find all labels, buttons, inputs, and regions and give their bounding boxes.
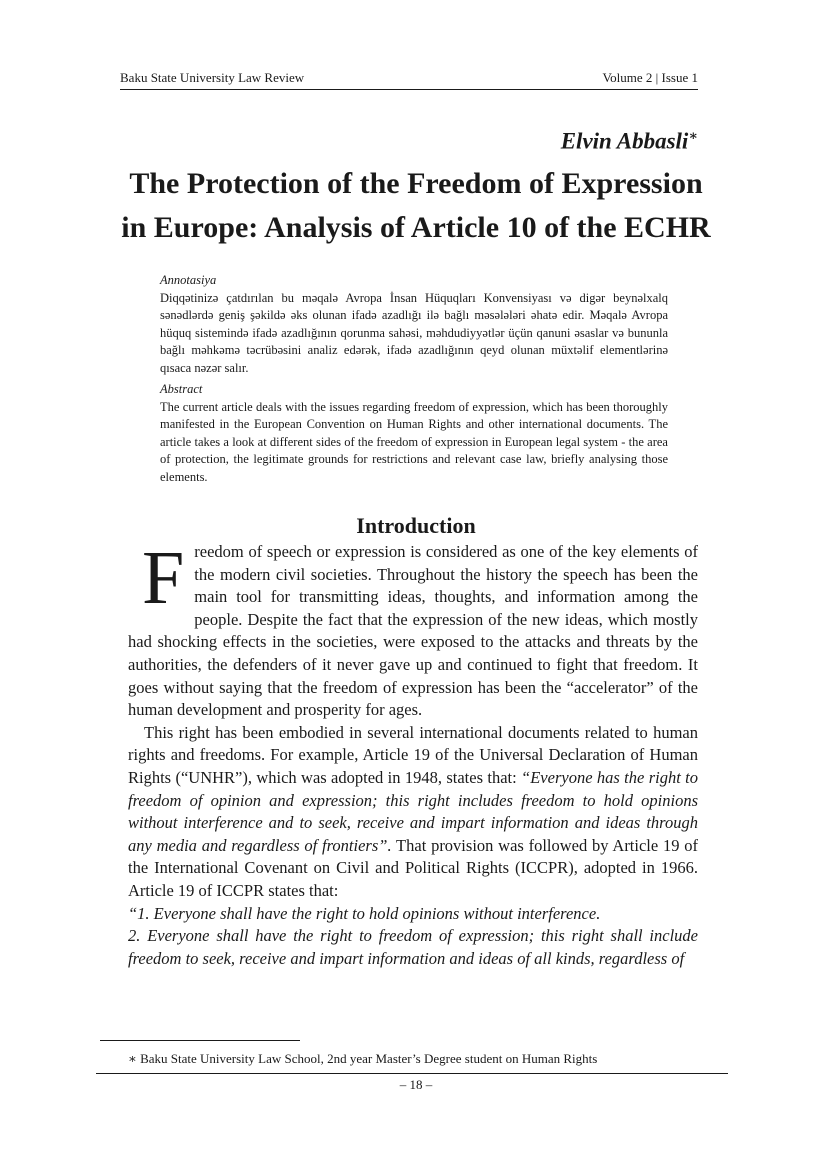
page-number: – 18 – — [399, 1077, 433, 1092]
footnote-text: Baku State University Law School, 2nd year Master’s Degree student on Human Rights — [140, 1051, 598, 1066]
article-title — [100, 162, 732, 250]
annotasiya-text: Diqqətinizə çatdırılan bu məqalə Avropa İnsan Hüquqları Konvensiyası və digər beynəlxalq sənədlərdə geniş şəkildə əks olunan ifadə azadlığı ilə bağlı məsələləri əhatə edir. Məqalə Avropa hüquq sistemində ifadə azadlığının qorunma sahəsi, məhdudiyyətlər üçün qanuni əsaslar və bununla bağlı məhkəmə təcrübəsini analiz edərək, ifadə azadlığının qeyd olunan müxtəlif elementlərinə qısaca nəzər salır. — [160, 290, 668, 375]
para2-start: This right has been embodied in several international documents related to human rights and freedoms. For example, Article 19 of the Universal Declaration of Human Rights (“UNHR”), which was adopted in 1948, states that: — [128, 722, 698, 787]
intro-paragraph-2 — [128, 722, 698, 903]
iccpr-quote-1: “1. Everyone shall have the right to hold opinions without interference. — [128, 903, 601, 923]
drop-cap: F — [142, 536, 185, 620]
footnote-divider — [100, 1040, 300, 1041]
intro-paragraph-1 — [128, 536, 698, 722]
title-line-1: The Protection of the Freedom of Expression — [129, 167, 703, 200]
udhr-quote: “Everyone has the right to freedom of opinion and expression; this right includes freedom to hold opinions without interference and to seek, receive and impart information and ideas through any media and regardless of frontiers”. — [128, 767, 698, 855]
introduction-heading: Introduction — [356, 513, 476, 538]
iccpr-quote-2: 2. Everyone shall have the right to freedom of expression; this right shall include freedom to seek, receive and impart information and ideas of all kinds, regardless of — [128, 926, 698, 968]
abstract-label: Abstract — [160, 382, 203, 396]
footer-divider — [96, 1073, 728, 1074]
footnote — [128, 1051, 597, 1067]
running-header — [120, 70, 698, 90]
title-line-2: in Europe: Analysis of Article 10 of the ECHR — [121, 211, 711, 244]
annotasiya-label: Annotasiya — [160, 273, 217, 287]
author-name — [561, 128, 698, 155]
para2-end: That provision was followed by Article 19 of the International Covenant on Civil and Political Rights (ICCPR), adopted in 1966. Article 19 of ICCPR states that: — [128, 835, 699, 900]
abstract-text: The current article deals with the issues regarding freedom of expression, which has been thoroughly manifested in the European Convention on Human Rights and other international documents. The article takes a look at different sides of the freedom of expression in European legal system - the area of protection, the legitimate grounds for restrictions and relevant case law, briefly analysing those elements. — [160, 399, 668, 484]
article-body — [128, 536, 699, 970]
footnote-marker: ∗ — [128, 1051, 137, 1066]
author-footnote-marker[interactable]: ∗ — [688, 129, 698, 144]
volume-issue: Volume 2 | Issue 1 — [602, 70, 698, 85]
author-name-text: Elvin Abbasli — [560, 128, 689, 154]
abstract-block — [160, 272, 668, 490]
journal-name: Baku State University Law Review — [120, 70, 305, 85]
intro-paragraph-1-text: reedom of speech or expression is considered as one of the key elements of the modern civil societies. Throughout the history the speech has been the main tool for transmitting ideas, thoughts, and information among the people. Despite the fact that the expression of the new ideas, which mostly had shocking effects in the societies, were exposed to the attacks and threats by the authorities, the defenders of it never gave up and continued to fight that freedom. It goes without saying that the freedom of expression has been the “accelerator” of the human development and prosperity for ages. — [128, 542, 698, 720]
